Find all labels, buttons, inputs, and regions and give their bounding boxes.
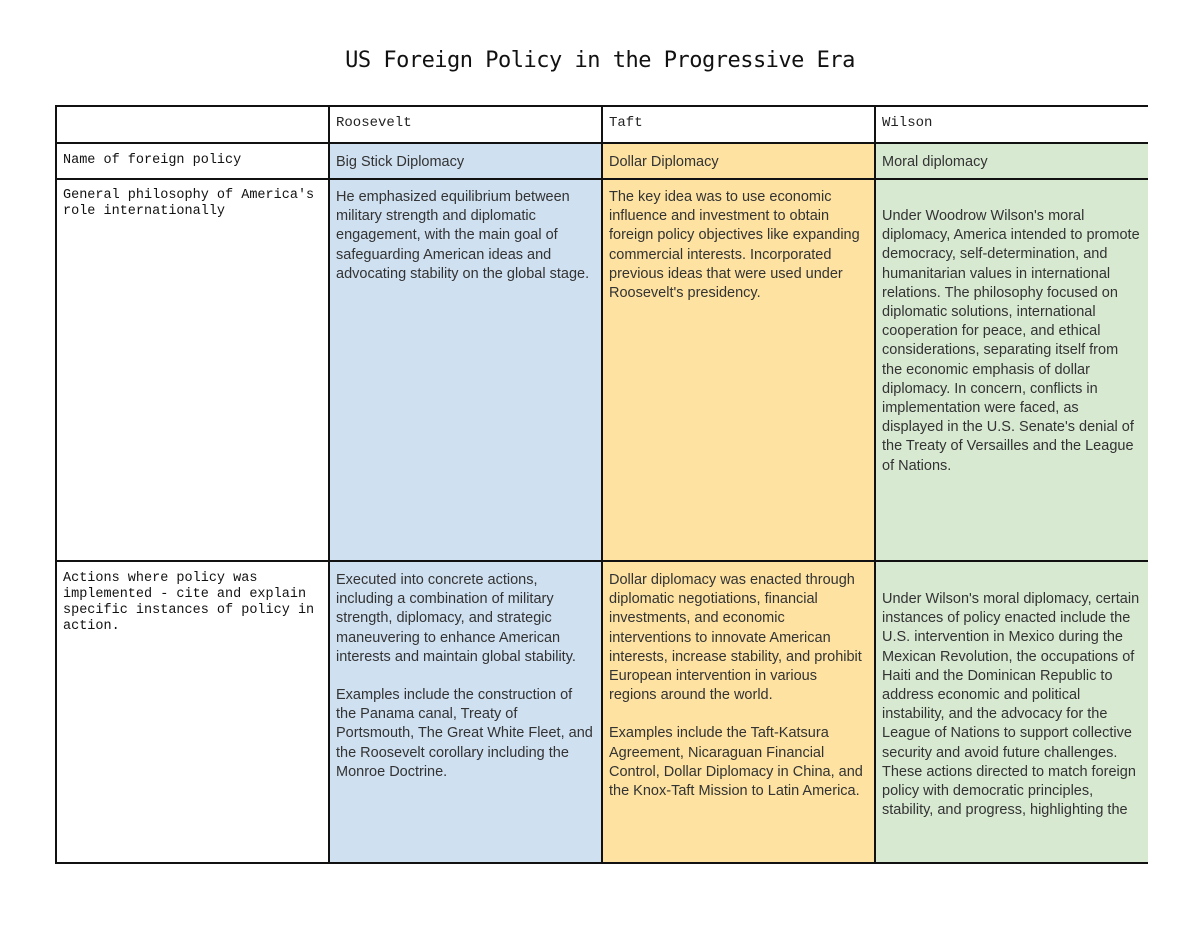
header-cell-roosevelt: Roosevelt: [329, 106, 602, 143]
cell-roosevelt-actions: [329, 561, 602, 864]
cell-top-spacer: [882, 188, 1142, 207]
cell-top-spacer: [882, 571, 1142, 590]
cell-taft-actions: [602, 561, 875, 864]
header-cell-wilson: Wilson: [875, 106, 1148, 143]
table-row-policy-name: [56, 143, 1148, 179]
wilson-actions-text: Under Wilson's moral diplomacy, certain instances of policy enacted include the U.S. intervention in Mexico during the Mexican Revolution, the occupations of Haiti and the Dominican Republic to address economic and political instability, and the advocacy for the League of Nations to support collective security and avoid future challenges. These actions directed to match foreign policy with democratic principles, stability, and progress, highlighting the: [882, 591, 1140, 819]
paragraph-gap: [336, 667, 595, 686]
paragraph-gap: [609, 705, 868, 724]
roosevelt-actions-paragraph-1: Executed into concrete actions, including a combination of military strength, diplomacy, and strategic maneuvering to enhance American interests and maintain global stability.: [336, 572, 576, 665]
page-title: US Foreign Policy in the Progressive Era: [345, 48, 855, 73]
table-row-philosophy: [56, 179, 1148, 561]
roosevelt-actions-paragraph-2: Examples include the construction of the Panama canal, Treaty of Portsmouth, The Great White Fleet, and the Roosevelt corollary including the Monroe Doctrine.: [336, 687, 593, 780]
cell-roosevelt-philosophy: He emphasized equilibrium between military strength and diplomatic engagement, with the main goal of safeguarding American ideas and advocating stability on the global stage.: [329, 179, 602, 561]
row-label-policy-name: Name of foreign policy: [56, 143, 329, 179]
wilson-philosophy-text: Under Woodrow Wilson's moral diplomacy, America intended to promote democracy, self-determination, and humanitarian values in international relations. The philosophy focused on diplomatic solutions, international cooperation for peace, and ethical considerations, separating itself from the economic emphasis of dollar diplomacy. In concern, conflicts in implementation were faced, as displayed in the U.S. Senate's denial of the Treaty of Versailles and the League of Nations.: [882, 208, 1140, 474]
cell-taft-philosophy: The key idea was to use economic influence and investment to obtain foreign policy objectives like expanding commercial interests. Incorporated previous ideas that were used under Roosevelt's presidency.: [602, 179, 875, 561]
table-row-actions: [56, 561, 1148, 864]
header-cell-empty: [56, 106, 329, 143]
header-cell-taft: Taft: [602, 106, 875, 143]
cell-wilson-philosophy: [875, 179, 1148, 561]
header-row: [56, 106, 1148, 143]
cell-taft-policy-name: Dollar Diplomacy: [602, 143, 875, 179]
taft-actions-paragraph-2: Examples include the Taft-Katsura Agreement, Nicaraguan Financial Control, Dollar Diplomacy in China, and the Knox-Taft Mission to Latin America.: [609, 725, 863, 800]
taft-actions-paragraph-1: Dollar diplomacy was enacted through diplomatic negotiations, financial investments, and economic interventions to innovate American interests, increase stability, and prohibit European intervention in various regions around the world.: [609, 572, 862, 704]
cell-roosevelt-policy-name: Big Stick Diplomacy: [329, 143, 602, 179]
cell-wilson-actions: [875, 561, 1148, 864]
row-label-philosophy: General philosophy of America's role internationally: [56, 179, 329, 561]
policy-table: [55, 105, 1148, 864]
policy-table-container: [55, 105, 1148, 864]
row-label-actions: Actions where policy was implemented - cite and explain specific instances of policy in action.: [56, 561, 329, 864]
cell-wilson-policy-name: Moral diplomacy: [875, 143, 1148, 179]
